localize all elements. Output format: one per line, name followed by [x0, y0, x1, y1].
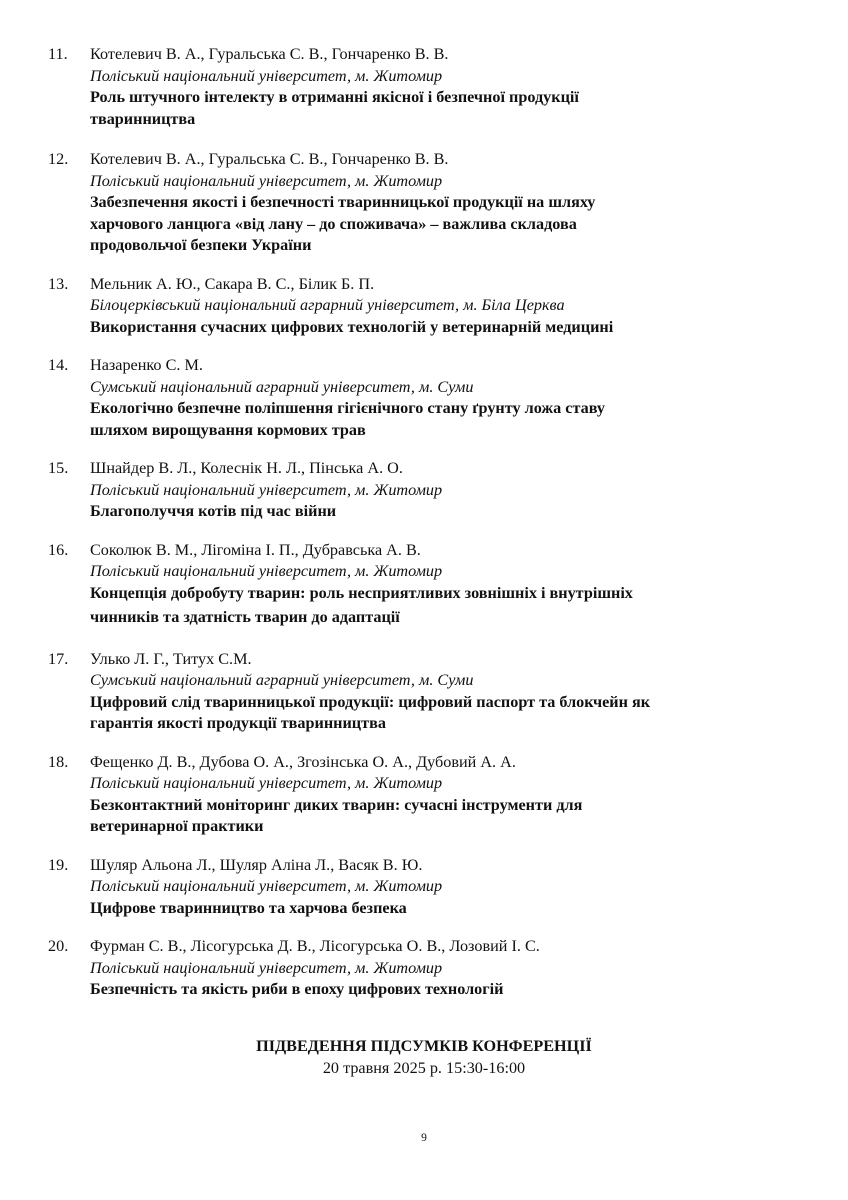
entry-title-line: ветеринарної практики [90, 817, 264, 835]
entry-authors: Котелевич В. А., Гуральська С. В., Гончаренко В. В. [90, 150, 449, 168]
entry-body [90, 540, 818, 629]
entry-number: 17. [48, 649, 69, 668]
summary-datetime: 20 травня 2025 р. 15:30-16:00 [322, 1058, 526, 1077]
entry-authors: Котелевич В. А., Гуральська С. В., Гончаренко В. В. [90, 45, 449, 63]
entry-body [90, 752, 818, 838]
entry-title-line: шляхом вирощування кормових трав [90, 420, 366, 439]
entry-title [90, 317, 818, 339]
entry-body [90, 936, 818, 1001]
entry-title [90, 398, 818, 441]
entry-body [90, 355, 818, 441]
entry-title-line: Благополуччя котів під час війни [90, 502, 337, 520]
entry-title-line: гарантія якості продукції тваринництва [90, 714, 386, 732]
program-entry [48, 855, 818, 920]
entry-affiliation: Поліський національний університет, м. Житомир [90, 877, 443, 895]
entry-body [90, 274, 818, 339]
entry-number: 16. [48, 540, 69, 559]
entry-title-line: харчового ланцюга «від лану – до споживача» – важлива складова [90, 214, 577, 233]
entry-affiliation: Поліський національний університет, м. Житомир [90, 480, 443, 499]
entry-authors: Назаренко С. М. [90, 356, 203, 374]
program-entry [48, 44, 818, 130]
entry-number: 14. [48, 356, 69, 374]
entry-number: 13. [48, 274, 69, 293]
entry-body [90, 458, 818, 523]
entry-body [90, 649, 818, 735]
entry-title-line: чинників та здатність тварин до адаптації [90, 608, 400, 626]
entry-authors: Шуляр Альона Л., Шуляр Аліна Л., Васяк В. Ю. [90, 855, 423, 874]
entry-title-line: Безпечність та якість риби в епоху цифрових технологій [90, 980, 504, 998]
entry-title [90, 979, 818, 1001]
entry-number: 18. [48, 752, 69, 771]
entry-number: 20. [48, 937, 69, 955]
entry-title-line: Цифровий слід тваринницької продукції: цифровий паспорт та блокчейн як [90, 692, 651, 711]
entry-title-line: тваринництва [90, 109, 196, 128]
program-entries-list [48, 44, 818, 1001]
entry-authors: Фещенко Д. В., Дубова О. А., Згозінська О. А., Дубовий А. А. [90, 752, 516, 771]
entry-title-line: Цифрове тваринництво та харчова безпека [90, 898, 407, 917]
entry-body [90, 149, 818, 257]
entry-authors: Мельник А. Ю., Сакара В. С., Білик Б. П. [90, 274, 375, 293]
entry-affiliation: Сумський національний аграрний університет, м. Суми [90, 671, 474, 689]
page-number: 9 [421, 1132, 427, 1144]
program-entry [48, 936, 818, 1001]
entry-affiliation: Сумський національний аграрний університет, м. Суми [90, 377, 474, 396]
entry-title [90, 692, 818, 735]
entry-title-line: Концепція добробуту тварин: роль несприятливих зовнішніх і внутрішніх [90, 583, 633, 602]
summary-heading: ПІДВЕДЕННЯ ПІДСУМКІВ КОНФЕРЕНЦІЇ [256, 1037, 592, 1055]
conference-summary [0, 1036, 848, 1079]
entry-authors: Фурман С. В., Лісогурська Д. В., Лісогурська О. В., Лозовий І. С. [90, 937, 540, 955]
entry-title-line: Безконтактний моніторинг диких тварин: сучасні інструменти для [90, 795, 583, 814]
entry-affiliation: Поліський національний університет, м. Житомир [90, 562, 443, 580]
entry-title-line: Забезпечення якості і безпечності тваринницької продукції на шляху [90, 193, 596, 211]
entry-affiliation: Поліський національний університет, м. Житомир [90, 171, 443, 190]
entry-title-line: Використання сучасних цифрових технологій у ветеринарній медицині [90, 317, 614, 336]
entry-authors: Шнайдер В. Л., Колеснік Н. Л., Пінська А. О. [90, 459, 403, 477]
program-entry [48, 649, 818, 735]
entry-affiliation: Поліський національний університет, м. Житомир [90, 66, 443, 85]
entry-title-line: Роль штучного інтелекту в отриманні якісної і безпечної продукції [90, 88, 579, 106]
entry-title [90, 192, 818, 257]
program-entry [48, 752, 818, 838]
entry-title-line: продовольчої безпеки України [90, 236, 312, 254]
entry-authors: Улько Л. Г., Титух С.М. [90, 649, 252, 668]
entry-affiliation: Білоцерківський національний аграрний університет, м. Біла Церква [90, 296, 565, 314]
entry-number: 11. [48, 45, 68, 63]
entry-number: 12. [48, 150, 69, 168]
program-entry [48, 355, 818, 441]
program-entry [48, 149, 818, 257]
entry-title [90, 898, 818, 920]
entry-title [90, 583, 818, 629]
program-entry [48, 458, 818, 523]
entry-authors: Соколюк В. М., Лігоміна І. П., Дубравська А. В. [90, 540, 421, 559]
entry-body [90, 44, 818, 130]
entry-body [90, 855, 818, 920]
entry-title [90, 501, 818, 523]
entry-number: 19. [48, 855, 69, 874]
program-entry [48, 540, 818, 629]
entry-title-line: Екологічно безпечне поліпшення гігієнічного стану ґрунту ложа ставу [90, 399, 605, 417]
program-entry [48, 274, 818, 339]
entry-affiliation: Поліський національний університет, м. Житомир [90, 774, 443, 792]
entry-title [90, 87, 818, 130]
entry-number: 15. [48, 459, 69, 477]
entry-title [90, 795, 818, 838]
entry-affiliation: Поліський національний університет, м. Житомир [90, 958, 443, 977]
